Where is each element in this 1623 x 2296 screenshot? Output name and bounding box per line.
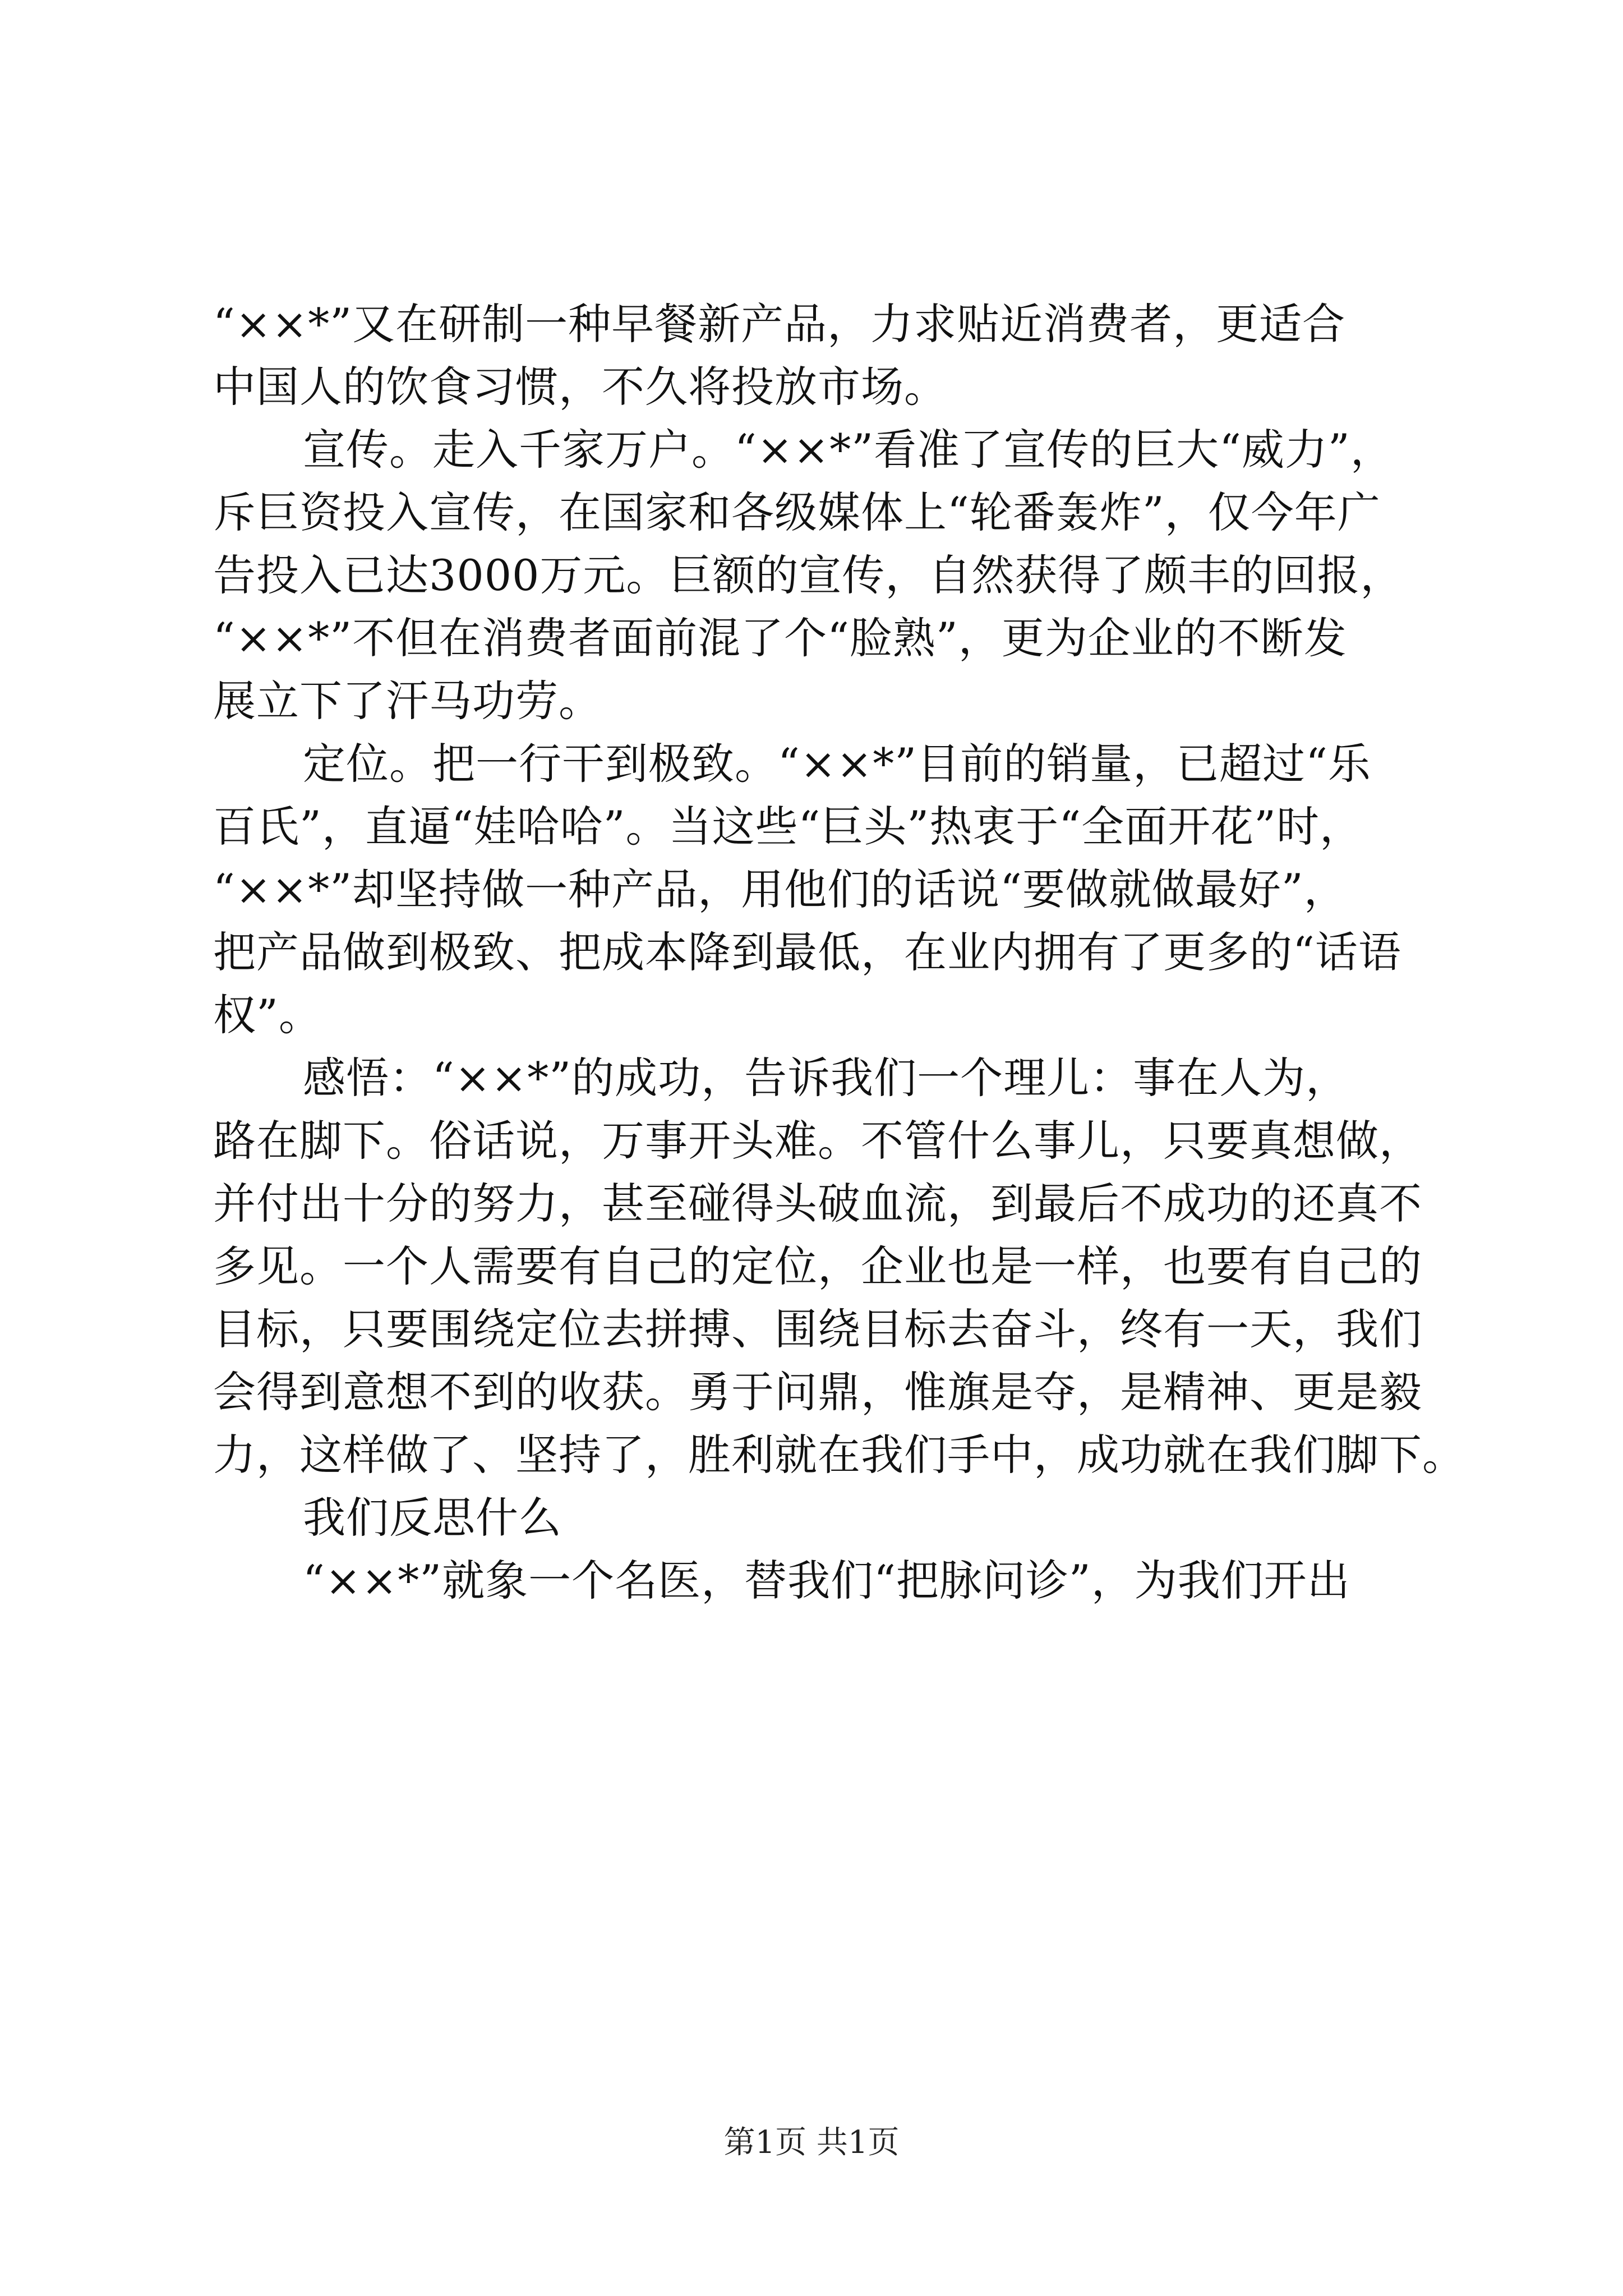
- text-line: 路在脚下。俗话说，万事开头难。不管什么事儿，只要真想做，: [213, 1116, 1422, 1166]
- text-line: 把产品做到极致、把成本降到最低，在业内拥有了更多的“话语: [213, 927, 1401, 977]
- paragraph-start-line: 宣传。走入千家万户。“××*”看准了宣传的巨大“威力”，: [303, 425, 1394, 475]
- paragraph-start-line: 定位。把一行干到极致。“××*”目前的销量，已超过“乐: [303, 739, 1371, 789]
- body-text: [213, 293, 1465, 1612]
- paragraph-start-line: “××*”就象一个名医，替我们“把脉问诊”，为我们开出: [303, 1556, 1350, 1605]
- text-line: 告投入已达3000万元。巨额的宣传，自然获得了颇丰的回报，: [213, 550, 1404, 600]
- text-line: 力，这样做了、坚持了，胜利就在我们手中，成功就在我们脚下。: [213, 1430, 1465, 1480]
- page-footer: 第1页 共1页: [723, 2124, 900, 2161]
- text-line: “××*”又在研制一种早餐新产品，力求贴近消费者，更适合: [213, 299, 1346, 349]
- text-line: 会得到意想不到的收获。勇于问鼎，惟旗是夺，是精神、更是毅: [213, 1367, 1422, 1417]
- text-line: “××*”不但在消费者面前混了个“脸熟”，更为企业的不断发: [213, 613, 1347, 663]
- text-line: 斥巨资投入宣传，在国家和各级媒体上“轮番轰炸”，仅今年广: [213, 487, 1381, 537]
- text-line: 中国人的饮食习惯，不久将投放市场。: [213, 362, 947, 412]
- text-line: “××*”却坚持做一种产品，用他们的话说“要做就做最好”，: [213, 864, 1347, 914]
- text-line: 展立下了汗马功劳。: [213, 676, 602, 726]
- text-line: 百氏”，直逼“娃哈哈”。当这些“巨头”热衷于“全面开花”时，: [213, 802, 1363, 852]
- text-line: 并付出十分的努力，甚至碰得头破血流，到最后不成功的还真不: [213, 1179, 1422, 1228]
- text-line: 目标，只要围绕定位去拼搏、围绕目标去奋斗，终有一天，我们: [213, 1304, 1422, 1354]
- section-heading: 我们反思什么: [303, 1493, 562, 1543]
- paragraph-start-line: 感悟：“××*”的成功，告诉我们一个理儿：事在人为，: [303, 1053, 1349, 1103]
- text-line: 权”。: [213, 990, 322, 1040]
- text-line: 多见。一个人需要有自己的定位，企业也是一样，也要有自己的: [213, 1241, 1422, 1291]
